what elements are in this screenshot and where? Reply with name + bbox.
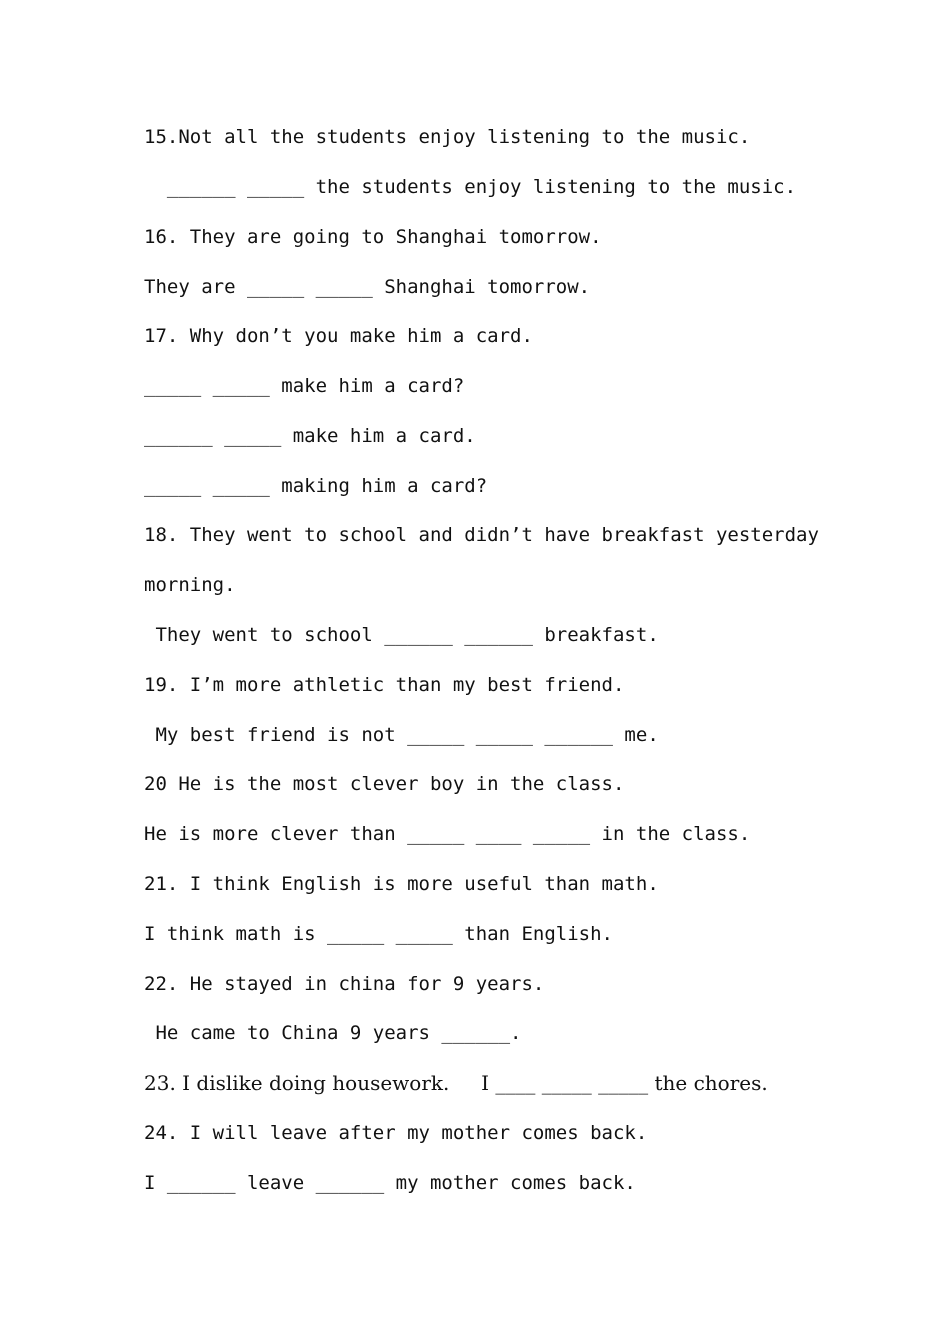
question-15: 15.Not all the students enjoy listening to the music. (144, 126, 751, 148)
question-16: 16. They are going to Shanghai tomorrow. (144, 226, 602, 248)
question-24: 24. I will leave after my mother comes back. (144, 1122, 648, 1144)
answer-17-c: _____ _____ making him a card? (144, 475, 488, 497)
answer-17-a: _____ _____ make him a card? (144, 375, 465, 397)
question-23: 23. I dislike doing housework. I ____ _____ _____ the chores. (144, 1071, 768, 1095)
question-17: 17. Why don’t you make him a card. (144, 325, 533, 347)
answer-17-b: ______ _____ make him a card. (144, 425, 476, 447)
question-20: 20 He is the most clever boy in the class. (144, 773, 625, 795)
question-21: 21. I think English is more useful than math. (144, 873, 659, 895)
answer-21: I think math is _____ _____ than English. (144, 923, 613, 945)
answer-22: He came to China 9 years ______. (144, 1022, 522, 1044)
answer-24: I ______ leave ______ my mother comes back. (144, 1172, 636, 1194)
answer-18: They went to school ______ ______ breakfast. (144, 624, 659, 646)
question-18: 18. They went to school and didn’t have breakfast yesterday (144, 524, 819, 546)
question-19: 19. I’m more athletic than my best friend. (144, 674, 625, 696)
question-18-continued: morning. (144, 574, 236, 596)
question-22: 22. He stayed in china for 9 years. (144, 973, 545, 995)
answer-16: They are _____ _____ Shanghai tomorrow. (144, 276, 591, 298)
answer-19: My best friend is not _____ _____ ______ me. (144, 724, 659, 746)
answer-15: ______ _____ the students enjoy listening to the music. (144, 176, 797, 198)
answer-20: He is more clever than _____ ____ _____ in the class. (144, 823, 751, 845)
